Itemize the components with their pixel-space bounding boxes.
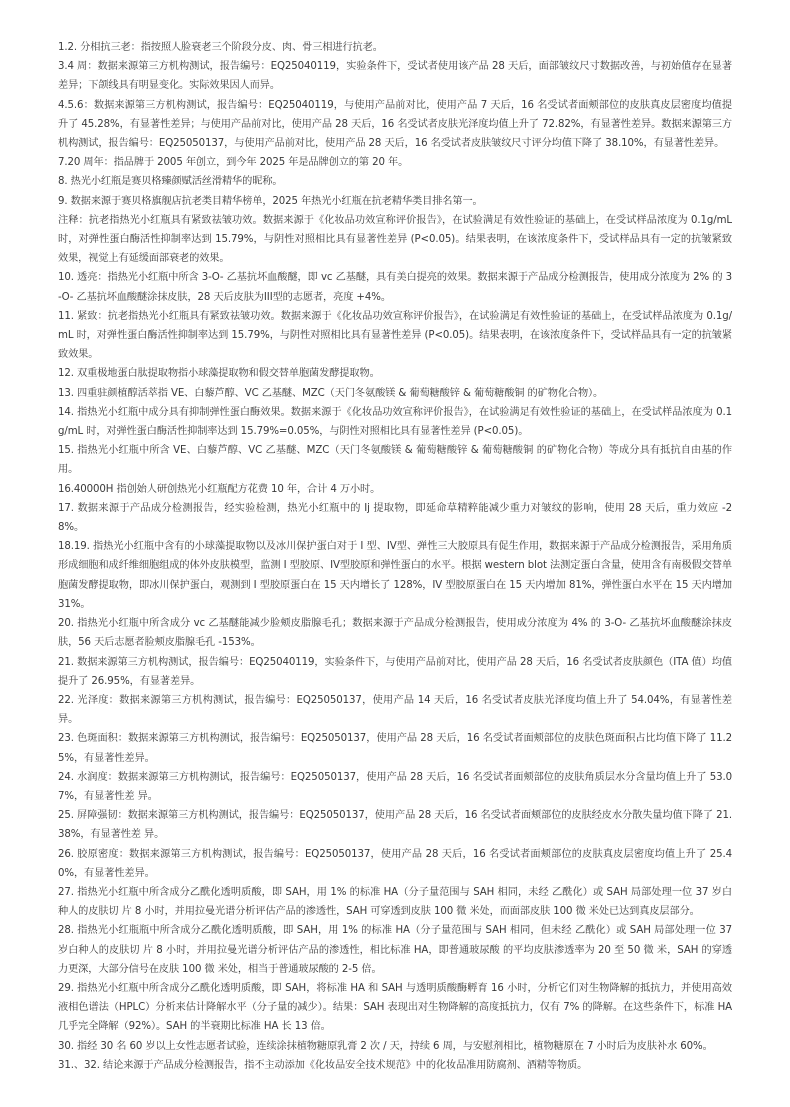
footnote-16: 16.40000H 指创始人研创热光小红瓶配方花费 10 年，合计 4 万小时。 (58, 483, 381, 495)
footnote-9: 9. 数据来源于赛贝格旗舰店抗老类目精华榜单，2025 年热光小红瓶在抗老精华类目排名第一。 (58, 195, 483, 207)
footnotes-document (58, 38, 732, 1075)
footnote-23: 23. 色斑面积：数据来源第三方机构测试，报告编号：EQ25050137，使用产品 28 天后，16 名受试者面颊部位的皮肤色斑面积占比均值下降了 11.25%，有显著性差异。 (58, 733, 732, 764)
footnote-31-32: 31.、32. 结论来源于产品成分检测报告，指不主动添加《化妆品安全技术规范》中的化妆品准用防腐剂、酒精等物质。 (58, 1059, 588, 1071)
footnote-8: 8. 热光小红瓶是赛贝格臻颜赋活丝滑精华的昵称。 (58, 176, 283, 188)
footnote-3-4: 3.4 周：数据来源第三方机构测试，报告编号：EQ25040119，实验条件下，受试者使用该产品 28 天后，面部皱纹尺寸数据改善，与初始值存在显著差异；下颌线具有明显变化。实际效果因人而异。 (58, 61, 732, 92)
footnote-28: 28. 指热光小红瓶瓶中所含成分乙酰化透明质酸，即 SAH，用 1% 的标准 HA（分子量范围与 SAH 相同，但未经 乙酰化）或 SAH 局部处理一位 37 岁白种人的皮肤切 片 8 小时，并用拉曼光谱分析评估产品的渗透性，相比标准 HA，即普通玻尿酸 的平均皮肤渗透率为 20 至 50 微 米，SAH 的穿透力更深，大部分信号在皮肤 100 微 米处，相当于普通玻尿酸的 2-5 倍。 (58, 925, 732, 975)
footnote-27: 27. 指热光小红瓶中所含成分乙酰化透明质酸，即 SAH，用 1% 的标准 HA（分子量范围与 SAH 相同，未经 乙酰化）或 SAH 局部处理一位 37 岁白种人的皮肤切 片 8 小时，并用拉曼光谱分析评估产品的渗透性，SAH 可穿透到皮肤 100 微 米处，而面部皮肤 100 微 米处已达到真皮层部分。 (58, 886, 732, 918)
footnote-30: 30. 指经 30 名 60 岁以上女性志愿者试验，连续涂抹植物糖原乳膏 2 次 / 天，持续 6 周，与安慰剂相比，植物糖原在 7 小时后为皮肤补水 60%。 (58, 1040, 713, 1052)
footnote-29: 29. 指热光小红瓶中所含成分乙酰化透明质酸，即 SAH，将标准 HA 和 SAH 与透明质酸酶孵育 16 小时，分析它们对生物降解的抵抗力，并使用高效液相色谱法（HPLC）分析来估计降解水平（分子量的减少）。结果：SAH 表现出对生物降解的高度抵抗力，仅有 7% 的降解。在这些条件下，标准 HA 几乎完全降解（92%）。SAH 的半衰期比标准 HA 长 13 倍。 (58, 982, 732, 1033)
footnote-18-19: 18.19. 指热光小红瓶中含有的小球藻提取物以及冰川保护蛋白对于 I 型、IV型、弹性三大胶原具有促生作用，数据来源于产品成分检测报告，采用角质形成细胞和成纤维细胞组成的体外皮肤模型，监测 I 型胶原、IV型胶原和弹性蛋白的水平。根据 western blot 法测定蛋白含量，使用含有南极假交替单胞菌发酵提取物，即冰川保护蛋白，观测到 I 型胶原蛋白在 15 天内增长了 128%，IV 型胶原蛋白在 15 天内增加 81%，弹性蛋白水平在 15 天内增加 31%。 (58, 541, 732, 610)
footnote-17: 17. 数据来源于产品成分检测报告，经实验检测，热光小红瓶中的 Ij 提取物，即延命草精粹能减少重力对皱纹的影响，使用 28 天后，重力效应 -28%。 (58, 502, 732, 534)
footnote-21: 21. 数据来源第三方机构测试，报告编号：EQ25040119，实验条件下，与使用产品前对比，使用产品 28 天后，16 名受试者皮肤颜色（ITA 值）均值提升了 26.95%，有显著差异。 (58, 656, 732, 687)
footnote-24: 24. 水润度：数据来源第三方机构测试，报告编号：EQ25050137，使用产品 28 天后，16 名受试者面颊部位的皮肤角质层水分含量均值上升了 53.07%，有显著性差 异。 (58, 771, 732, 802)
footnote-12: 12. 双重极地蛋白肽提取物指小球藻提取物和假交替单胞菌发酵提取物。 (58, 368, 380, 380)
footnote-14: 14. 指热光小红瓶中成分具有抑制弹性蛋白酶效果。数据来源于《化妆品功效宣称评价报告》，在试验满足有效性验证的基础上，在受试样品浓度为 0.1g/mL 时，对弹性蛋白酶活性抑制率达到 15.79%=0.05%，与阴性对照相比具有显著性差异 (P<0.05)。 (58, 406, 732, 438)
footnote-22: 22. 光泽度：数据来源第三方机构测试，报告编号：EQ25050137，使用产品 14 天后，16 名受试者皮肤光泽度均值上升了 54.04%，有显著性差异。 (58, 694, 732, 726)
footnote-annotation: 注释：抗老指热光小红瓶具有紧致祛皱功效。数据来源于《化妆品功效宣称评价报告》，在试验满足有效性验证的基础上，在受试样品浓度为 0.1g/mL 时，对弹性蛋白酶活性抑制率达到 15.79%，与阴性对照相比具有显著性差异 (P<0.05)。结果表明，在该浓度条件下，受试样品具有一定的抗皱紧致效果，视觉上有延缓面部衰老的效果。 (58, 214, 732, 265)
footnote-13: 13. 四重驻颜植醇活萃指 VE、白藜芦醇、VC 乙基醚、MZC（天门冬氨酸镁 & 葡萄糖酸锌 & 葡萄糖酸铜 的矿物化合物）。 (58, 387, 604, 399)
footnote-25: 25. 屏障强韧：数据来源第三方机构测试，报告编号：EQ25050137，使用产品 28 天后，16 名受试者面颊部位的皮肤经皮水分散失量均值下降了 21.38%，有显著性差 异。 (58, 810, 732, 841)
footnote-1-2: 1.2. 分相抗三老：指按照人脸衰老三个阶段分皮、肉、骨三相进行抗老。 (58, 42, 383, 53)
footnote-15: 15. 指热光小红瓶中所含 VE、白藜芦醇、VC 乙基醚、MZC（天门冬氨酸镁 & 葡萄糖酸锌 & 葡萄糖酸铜 的矿物化合物）等成分具有抵抗自由基的作用。 (58, 445, 732, 476)
footnote-7: 7.20 周年：指品牌于 2005 年创立，到今年 2025 年是品牌创立的第 20 年。 (58, 157, 409, 169)
footnote-26: 26. 胶原密度：数据来源第三方机构测试，报告编号：EQ25050137，使用产品 28 天后，16 名受试者面颊部位的皮肤真皮层密度均值上升了 25.40%，有显著性差异。 (58, 848, 732, 879)
footnote-20: 20. 指热光小红瓶中所含成分 vc 乙基醚能减少脸颊皮脂腺毛孔；数据来源于产品成分检测报告，使用成分浓度为 4% 的 3-O- 乙基抗坏血酸醚涂抹皮肤，56 天后志愿者脸颊皮脂腺毛孔 -153%。 (58, 618, 732, 649)
footnote-11: 11. 紧致：抗老指热光小红瓶具有紧致祛皱功效。数据来源于《化妆品功效宣称评价报告》，在试验满足有效性验证的基础上，在受试样品浓度为 0.1g/mL 时，对弹性蛋白酶活性抑制率达到 15.79%，与阴性对照相比具有显著性差异 (P<0.05)。结果表明，在该浓度条件下，受试样品具有一定的抗皱紧致效果。 (58, 310, 732, 361)
footnote-4-5-6: 4.5.6：数据来源第三方机构测试，报告编号：EQ25040119，与使用产品前对比，使用产品 7 天后，16 名受试者面颊部位的皮肤真皮层密度均值提升了 45.28%，有显著性差异；与使用产品前对比，使用产品 28 天后，16 名受试者皮肤光泽度均值上升了 72.82%，有显著性差异。数据来源第三方机构测试，报告编号：EQ25050137，与使用产品前对比，使用产品 28 天后，16 名受试者皮肤皱纹尺寸评分均值下降了 38.10%，有显著性差异。 (58, 99, 732, 150)
footnote-10: 10. 透亮：指热光小红瓶中所含 3-O- 乙基抗坏血酸醚，即 vc 乙基醚，具有美白提亮的效果。数据来源于产品成分检测报告，使用成分浓度为 2% 的 3-O- 乙基抗坏血酸醚涂抹皮肤，28 天后皮肤为III型的志愿者，亮度 +4%。 (58, 272, 732, 303)
